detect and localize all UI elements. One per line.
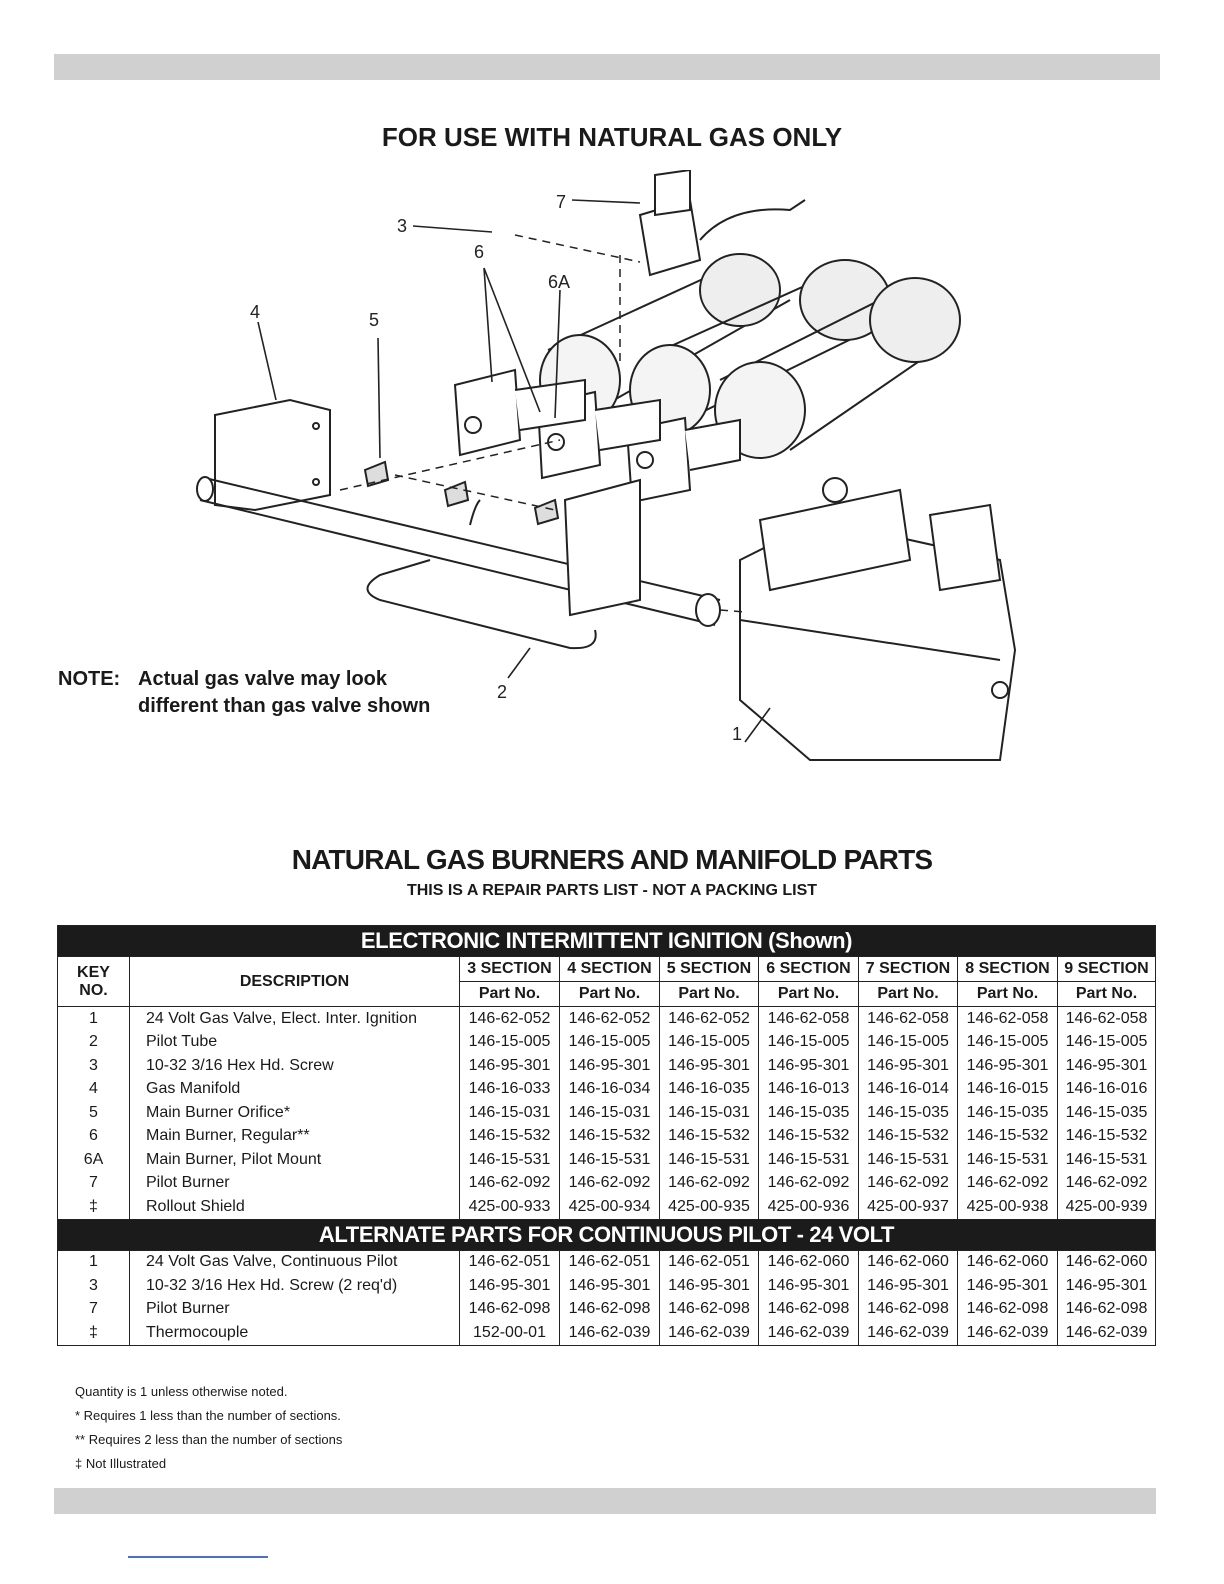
footnotes [75,1380,342,1476]
part-number-cell: 146-62-052 [560,1007,660,1031]
gas-valve [740,478,1015,760]
diagram-title: FOR USE WITH NATURAL GAS ONLY [381,122,843,152]
section-header: 8 SECTION [958,957,1058,982]
key-cell: 3 [58,1054,130,1078]
table-row [58,1148,1156,1172]
description-cell: Pilot Burner [130,1172,460,1196]
table-row [58,1195,1156,1219]
description-cell: 24 Volt Gas Valve, Continuous Pilot [130,1250,460,1274]
part-number-cell: 146-15-532 [460,1125,560,1149]
part-number-cell: 146-62-098 [958,1298,1058,1322]
callout-6a: 6A [548,272,571,292]
part-number-cell: 146-62-092 [560,1172,660,1196]
callout-2: 2 [497,682,508,702]
header-band [54,54,1160,80]
part-number-cell: 146-16-034 [560,1078,660,1102]
electronic-parts-rows [58,1007,1156,1220]
part-no-header: Part No. [859,982,958,1007]
key-cell: 1 [58,1250,130,1274]
section-header: 5 SECTION [660,957,759,982]
part-number-cell: 146-95-301 [759,1054,859,1078]
note-line-2: different than gas valve shown [138,695,431,717]
note-line-1: Actual gas valve may look [138,668,388,690]
part-number-cell: 146-16-016 [1058,1078,1156,1102]
part-number-cell: 146-15-005 [560,1031,660,1055]
part-number-cell: 146-62-058 [958,1007,1058,1031]
part-number-cell: 425-00-933 [460,1195,560,1219]
part-number-cell: 146-95-301 [560,1054,660,1078]
part-number-cell: 425-00-938 [958,1195,1058,1219]
part-number-cell: 146-62-058 [759,1007,859,1031]
part-no-header: Part No. [660,982,759,1007]
table-row [58,1298,1156,1322]
part-number-cell: 146-62-052 [460,1007,560,1031]
part-number-cell: 146-15-005 [759,1031,859,1055]
footnote: ‡ Not Illustrated [75,1456,167,1471]
part-number-cell: 146-95-301 [1058,1054,1156,1078]
key-header: KEY NO. [58,957,130,1007]
table-row [58,1274,1156,1298]
part-number-cell: 146-62-092 [660,1172,759,1196]
continuous-parts-rows [58,1250,1156,1345]
description-cell: Rollout Shield [130,1195,460,1219]
part-number-cell: 146-15-532 [958,1125,1058,1149]
part-number-cell: 146-62-058 [859,1007,958,1031]
part-number-cell: 146-95-301 [460,1274,560,1298]
part-number-cell: 146-15-531 [859,1148,958,1172]
part-number-cell: 146-15-532 [560,1125,660,1149]
footnote: Quantity is 1 unless otherwise noted. [75,1384,288,1399]
part-number-cell: 146-62-098 [759,1298,859,1322]
section-header: 4 SECTION [560,957,660,982]
part-number-cell: 146-95-301 [759,1274,859,1298]
part-number-cell: 146-15-531 [759,1148,859,1172]
part-number-cell: 146-62-039 [958,1321,1058,1345]
description-cell: 10-32 3/16 Hex Hd. Screw [130,1054,460,1078]
table-row [58,1250,1156,1274]
part-number-cell: 146-15-531 [460,1148,560,1172]
part-number-cell: 146-16-013 [759,1078,859,1102]
part-number-cell: 146-62-092 [958,1172,1058,1196]
part-number-cell: 146-15-031 [460,1101,560,1125]
part-number-cell: 146-62-098 [859,1298,958,1322]
part-number-cell: 146-62-060 [958,1250,1058,1274]
part-number-cell: 146-62-060 [859,1250,958,1274]
key-cell: ‡ [58,1321,130,1345]
description-cell: Pilot Tube [130,1031,460,1055]
part-number-cell: 146-95-301 [660,1274,759,1298]
callout-7: 7 [556,192,567,212]
table-row [58,1172,1156,1196]
part-number-cell: 146-15-035 [958,1101,1058,1125]
part-number-cell: 146-62-060 [1058,1250,1156,1274]
description-cell: Main Burner, Regular** [130,1125,460,1149]
part-number-cell: 146-15-031 [560,1101,660,1125]
table-row [58,1054,1156,1078]
part-number-cell: 146-95-301 [958,1274,1058,1298]
description-cell: 10-32 3/16 Hex Hd. Screw (2 req'd) [130,1274,460,1298]
callout-3: 3 [397,216,408,236]
footer-link-line [128,1556,268,1558]
table-row [58,1031,1156,1055]
callout-4: 4 [250,302,261,322]
table-row [58,1321,1156,1345]
pilot-tube [368,560,596,648]
part-number-cell: 425-00-939 [1058,1195,1156,1219]
part-number-cell: 146-95-301 [560,1274,660,1298]
part-number-cell: 146-15-031 [660,1101,759,1125]
section-header: 9 SECTION [1058,957,1156,982]
callout-6: 6 [474,242,485,262]
part-number-cell: 146-15-005 [1058,1031,1156,1055]
key-cell: 1 [58,1007,130,1031]
part-number-cell: 146-62-098 [560,1298,660,1322]
key-cell: 4 [58,1078,130,1102]
description-cell: Thermocouple [130,1321,460,1345]
part-number-cell: 146-15-035 [1058,1101,1156,1125]
part-number-cell: 146-62-098 [1058,1298,1156,1322]
part-number-cell: 146-16-033 [460,1078,560,1102]
note-label: NOTE: [58,668,121,690]
part-number-cell: 146-15-532 [660,1125,759,1149]
part-number-cell: 146-95-301 [1058,1274,1156,1298]
part-number-cell: 146-62-052 [660,1007,759,1031]
parts-table [57,925,1156,1346]
part-number-cell: 146-62-092 [759,1172,859,1196]
part-number-cell: 146-62-039 [1058,1321,1156,1345]
part-number-cell: 146-62-092 [859,1172,958,1196]
footnote: * Requires 1 less than the number of sections. [75,1408,341,1423]
description-cell: Pilot Burner [130,1298,460,1322]
part-number-cell: 146-62-051 [660,1250,759,1274]
part-number-cell: 146-95-301 [859,1274,958,1298]
valve-note [58,666,430,720]
section-header: 3 SECTION [460,957,560,982]
part-no-header: Part No. [958,982,1058,1007]
description-cell: Main Burner Orifice* [130,1101,460,1125]
key-cell: 7 [58,1172,130,1196]
table-row [58,1078,1156,1102]
part-number-cell: 146-62-051 [460,1250,560,1274]
section-header: 6 SECTION [759,957,859,982]
part-number-cell: 146-16-035 [660,1078,759,1102]
callout-5: 5 [369,310,380,330]
part-number-cell: 146-62-039 [660,1321,759,1345]
part-number-cell: 146-15-035 [859,1101,958,1125]
part-no-header: Part No. [1058,982,1156,1007]
parts-subtitle: THIS IS A REPAIR PARTS LIST - NOT A PACKING LIST [406,882,818,899]
part-number-cell: 146-62-098 [660,1298,759,1322]
part-number-cell: 146-15-531 [660,1148,759,1172]
key-cell: 3 [58,1274,130,1298]
description-cell: Main Burner, Pilot Mount [130,1148,460,1172]
key-cell: 5 [58,1101,130,1125]
part-number-cell: 152-00-01 [460,1321,560,1345]
part-number-cell: 146-62-039 [560,1321,660,1345]
description-cell: Gas Manifold [130,1078,460,1102]
part-number-cell: 146-15-532 [1058,1125,1156,1149]
key-cell: 7 [58,1298,130,1322]
part-number-cell: 146-15-531 [1058,1148,1156,1172]
part-number-cell: 146-15-035 [759,1101,859,1125]
part-number-cell: 146-15-531 [560,1148,660,1172]
section-title-continuous: ALTERNATE PARTS FOR CONTINUOUS PILOT - 24 VOLT [58,1219,1156,1250]
part-no-header: Part No. [759,982,859,1007]
description-cell: 24 Volt Gas Valve, Elect. Inter. Ignition [130,1007,460,1031]
part-number-cell: 146-62-039 [759,1321,859,1345]
orifices [365,462,558,524]
part-number-cell: 146-62-092 [460,1172,560,1196]
part-number-cell: 146-62-058 [1058,1007,1156,1031]
parts-title: NATURAL GAS BURNERS AND MANIFOLD PARTS [291,844,933,875]
part-number-cell: 146-95-301 [460,1054,560,1078]
part-number-cell: 146-15-005 [660,1031,759,1055]
part-number-cell: 146-62-098 [460,1298,560,1322]
part-number-cell: 146-95-301 [859,1054,958,1078]
section-header: 7 SECTION [859,957,958,982]
part-no-header: Part No. [460,982,560,1007]
description-header: DESCRIPTION [130,957,460,1007]
callout-1: 1 [732,724,743,744]
key-cell: 6A [58,1148,130,1172]
part-number-cell: 146-62-051 [560,1250,660,1274]
part-number-cell: 146-95-301 [958,1054,1058,1078]
part-number-cell: 425-00-934 [560,1195,660,1219]
part-number-cell: 146-62-092 [1058,1172,1156,1196]
footnote: ** Requires 2 less than the number of sections [75,1432,343,1447]
part-number-cell: 146-15-532 [759,1125,859,1149]
key-cell: 2 [58,1031,130,1055]
table-row [58,1125,1156,1149]
key-cell: ‡ [58,1195,130,1219]
part-number-cell: 146-15-532 [859,1125,958,1149]
part-number-cell: 146-95-301 [660,1054,759,1078]
key-cell: 6 [58,1125,130,1149]
part-number-cell: 146-15-005 [958,1031,1058,1055]
section-title-electronic: ELECTRONIC INTERMITTENT IGNITION (Shown) [58,926,1156,957]
part-number-cell: 146-16-014 [859,1078,958,1102]
part-number-cell: 425-00-936 [759,1195,859,1219]
part-number-cell: 146-62-060 [759,1250,859,1274]
part-number-cell: 146-16-015 [958,1078,1058,1102]
part-number-cell: 425-00-937 [859,1195,958,1219]
part-no-header: Part No. [560,982,660,1007]
part-number-cell: 146-15-531 [958,1148,1058,1172]
part-number-cell: 146-15-005 [859,1031,958,1055]
table-row [58,1007,1156,1031]
part-number-cell: 146-15-005 [460,1031,560,1055]
footer-band [54,1488,1156,1514]
part-number-cell: 425-00-935 [660,1195,759,1219]
table-row [58,1101,1156,1125]
part-number-cell: 146-62-039 [859,1321,958,1345]
